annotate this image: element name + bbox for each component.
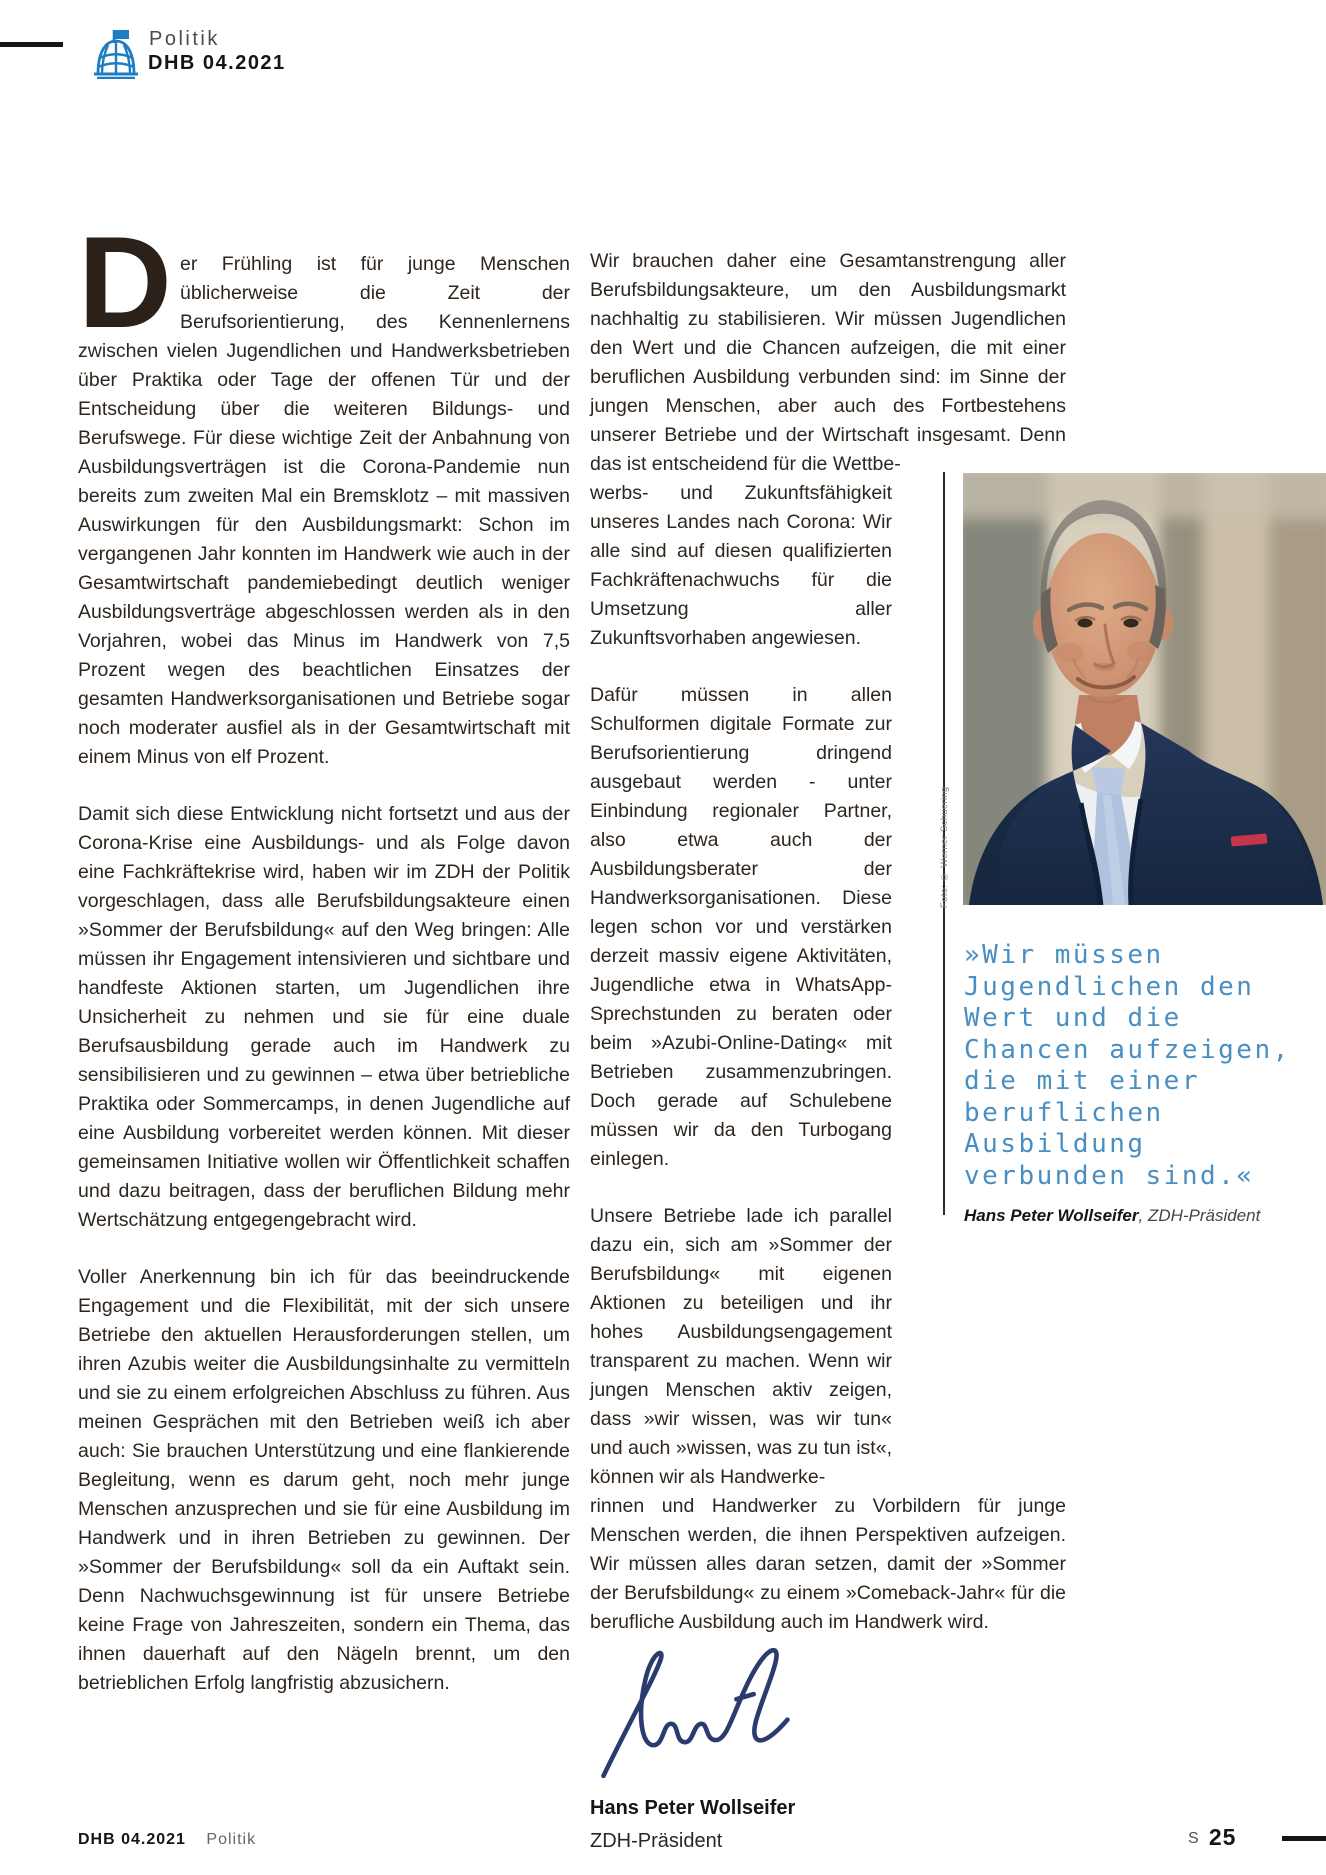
paragraph: Dafür müssen in allen Schulformen digitale Formate zur Berufsorientierung dringend ausgebaut werden - unter Einbindung regionaler Partner, also etwa auch der Ausbildungsberater der Handwerksorganisationen. Diese legen schon vor und verstärken derzeit massiv eigene Aktivitäten, Jugendliche etwa in WhatsApp-Sprechstunden zu beraten oder beim »Azubi-Online-Dating« mit Betrieben zusammenzubringen. Doch gerade auf Schulebene müssen wir da den Turbogang einlegen.: [590, 684, 892, 1170]
paragraph: rinnen und Handwerker zu Vorbildern für junge Menschen werden, die ihnen Perspektiven aufzeigen. Wir müssen alles daran setzen, damit der »Sommer der Berufsbildung« zu einem »Comeback-Jahr« für die berufliche Ausbildung auch im Handwerk wird.: [590, 1495, 1066, 1633]
pull-quote-attribution: [964, 1206, 1326, 1226]
handwritten-signature-icon: [590, 1643, 805, 1781]
drop-cap: D: [78, 209, 172, 355]
article-column-1: [78, 209, 570, 1698]
paragraph: werbs- und Zukunftsfähigkeit unseres Landes nach Corona: Wir alle sind auf diesen qualifizierten Fachkräftenachwuchs für die Umsetzung aller Zukunftsvorhaben angewiesen.: [590, 482, 892, 649]
paragraph-text: er Frühling ist für junge Menschen üblicherweise die Zeit der Berufsorientierung, des Kennenlernens zwischen vielen Jugendlichen und Handwerksbetrieben über Praktika oder Tage der offenen Tür und der Entscheidung über die weiteren Bildungs- und Berufswege. Für diese wichtige Zeit der Anbahnung von Ausbildungsverträgen ist die Corona-Pandemie nun bereits zum zweiten Mal ein Bremsklotz – mit massiven Auswirkungen für den Ausbildungsmarkt: Schon im vergangenen Jahr konnten im Handwerk wie auch in der Gesamtwirtschaft pandemiebedingt deutlich weniger Ausbildungsverträge abgeschlossen werden als in den Vorjahren, wobei das Minus im Handwerk von 7,5 Prozent wegen des beachtlichen Einsatzes der gesamten Handwerksorganisationen und Betriebe sogar noch moderater ausfiel als in der Gesamtwirtschaft mit einem Minus von elf Prozent.: [78, 253, 570, 768]
paragraph: Voller Anerkennung bin ich für das beeindruckende Engagement und die Flexibilität, mit der sich unsere Betriebe den aktuellen Herausforderungen stellen, um ihren Azubis weiter die Ausbildungsinhalte zu vermitteln und sie zu einem erfolgreichen Abschluss zu führen. Aus meinen Gesprächen mit den Betrieben weiß ich aber auch: Sie brauchen Unterstützung und eine flankierende Begleitung, wenn es darum geht, noch mehr junge Menschen anzusprechen und sie für eine Ausbildung im Handwerk und in ihren Betrieben zu gewinnen. Der »Sommer der Berufsbildung« soll da ein Auftakt sein. Denn Nachwuchsgewinnung ist für unsere Betriebe keine Frage von Jahreszeiten, sondern ein Thema, das ihnen dauerhaft auf den Nägeln brennt, um den betrieblichen Erfolg langfristig abzusichern.: [78, 1266, 570, 1694]
pull-quote: [964, 940, 1326, 1192]
pull-quote-line: »Wir müssen: [964, 940, 1164, 970]
attribution-name: Hans Peter Wollseifer: [964, 1206, 1139, 1225]
footer-issue: DHB 04.2021: [78, 1831, 186, 1848]
page-number: 25: [1208, 1824, 1237, 1850]
paragraph: Damit sich diese Entwicklung nicht fortsetzt und aus der Corona-Krise eine Ausbildungs- und als Folge davon eine Fachkräftekrise wird, haben wir im ZDH der Politik vorgeschlagen, dass alle Berufsbildungsakteure einen »Sommer der Berufsbildung« auf den Weg bringen: Alle müssen ihr Engagement intensivieren und sichtbare und handfeste Aktionen starten, um Jugendlichen ihre Unsicherheit zu nehmen und sie für eine duale Berufsausbildung gerade auch im Handwerk zu sensibilisieren und zu gewinnen – etwa über betriebliche Praktika oder Sommercamps, in denen Jugendliche auf eine Ausbildung vorbereitet werden können. Mit dieser gemeinsamen Initiative wollen wir Öffentlichkeit schaffen und dazu beitragen, dass der beruflichen Bildung mehr Wertschätzung entgegengebracht wird.: [78, 803, 570, 1231]
pull-quote-line: beruflichen: [964, 1097, 1164, 1128]
photo-credit: Foto: © Werner Schuering: [939, 786, 950, 908]
paragraph: Unsere Betriebe lade ich parallel dazu ein, sich am »Sommer der Berufsbildung« mit eigenen Aktionen zu beteiligen und ihr hohes Ausbildungsengagement transparent zu machen. Wenn wir jungen Menschen aktiv zeigen, dass »wir wissen, was wir tun« und auch »wissen, was zu tun ist«, können wir als Handwerke-: [590, 1205, 892, 1488]
attribution-role: , ZDH-Präsident: [1138, 1206, 1261, 1225]
pull-quote-line: Wert und die: [964, 1003, 1182, 1033]
signer-name: Hans Peter Wollseifer: [590, 1797, 796, 1819]
paragraph: [78, 209, 570, 772]
footer-page-number: [1188, 1824, 1236, 1851]
section-kicker: Politik: [149, 28, 220, 50]
footer-section: Politik: [206, 1831, 257, 1848]
header-rule: [0, 42, 63, 47]
page-prefix: S: [1188, 1830, 1199, 1847]
pull-quote-line: die mit einer: [964, 1066, 1200, 1096]
pull-quote-line: verbunden sind.«: [964, 1160, 1255, 1191]
footer-rule: [1282, 1836, 1326, 1841]
pull-quote-line: Jugendlichen den: [964, 971, 1255, 1002]
reichstag-dome-icon: [92, 27, 142, 84]
pull-quote-line: Ausbildung: [964, 1129, 1146, 1159]
signer-role: ZDH-Präsident: [590, 1830, 723, 1852]
paragraph: Wir brauchen daher eine Gesamtanstrengung aller Berufsbildungsakteure, um den Ausbildungsmarkt nachhaltig zu stabilisieren. Wir müssen Jugendlichen den Wert und die Chancen aufzeigen, die mit einer beruflichen Ausbildung verbunden sind: im Sinne der jungen Menschen, aber auch des Fortbestehens unserer Betriebe und der Wirtschaft insgesamt. Denn das ist entscheidend für die Wettbe-: [590, 250, 1066, 475]
portrait-photo: [963, 473, 1326, 905]
issue-label: DHB 04.2021: [148, 52, 286, 74]
pull-quote-line: Chancen aufzeigen,: [964, 1034, 1291, 1065]
footer-left: [78, 1831, 256, 1849]
signature: [590, 1643, 1066, 1856]
